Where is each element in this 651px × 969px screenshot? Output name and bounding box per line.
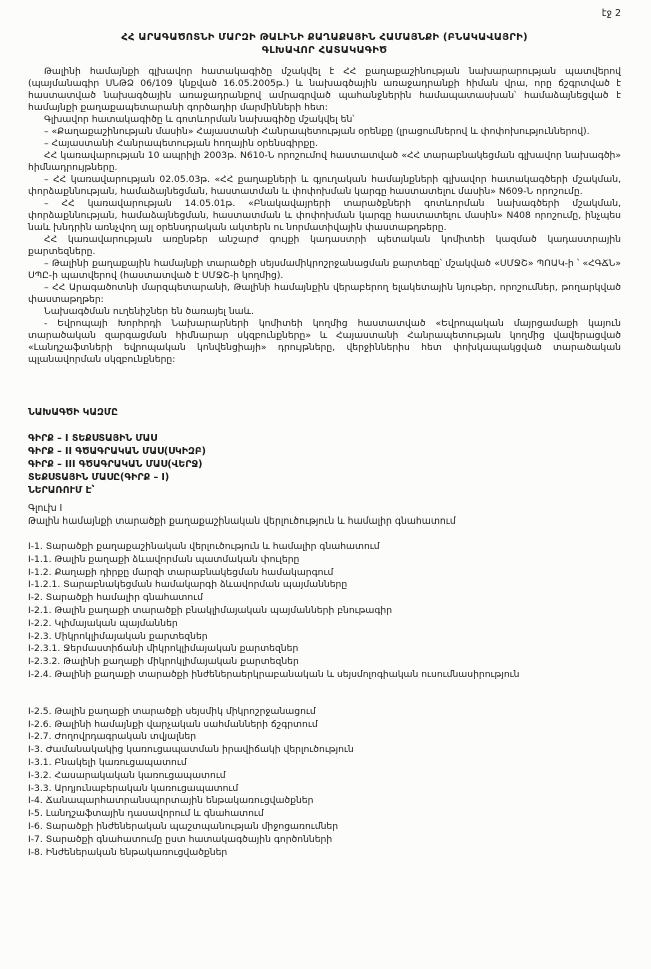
toc-item: I-6. Տարածքի ինժեներական պաշտպանության միջոցառումներ [28,820,339,832]
title-line-2: ԳԼԽԱՎՈՐ ՀԱՏԱԿԱԳԻԾ [261,45,388,56]
bullet-paragraph: – Հայաստանի Հանրապետության հողային օրենսգիրքը. [44,138,319,149]
toc-item: I-1.2.1. Տարաբնակեցման համակարգի ձևավորման պայմանները [28,579,348,591]
book-line-2: ԳԻՐՔ – II ԳԾԱԳՐԱԿԱՆ ՄԱՍ(ՍԿԻԶԲ) [28,446,206,457]
bullet-paragraph: – «Քաղաքաշինության մասին» Հայաստանի Հանրապետության օրենքը (լրացումներով և փոփոխություններով). [44,126,590,137]
toc-item: I-2.2. Կլիմայական պայմաններ [28,617,178,629]
includes-label: ՆԵՐԱՌՈՒՄ Է՝ [28,485,95,496]
toc-item: I-2.3.1. Ջերմաստիճանի միկրոկլիմայական քարտեզներ [28,643,299,655]
toc-item: I-7. Տարածքի գնահատումը ըստ հատակագծային գործոնների [28,833,333,845]
body-text [28,66,621,366]
toc-item: I-3.1. Բնակելի կառուցապատում [28,756,187,768]
bullet-paragraph: – ՀՀ կառավարության 14.05.01թ. «Բնակավայրերի տարածքների գոտևորման նախագծերի մշակման, փորձաքննության, համաձայնեցման, հաստատման և փոփոխման կարգը հաստատելու մասին» N408 որոշումը, ինչպես նաև խնդրին առնչվող այլ օրենսդրական ակտերն ու նորմատիվային փաստաթղթերը. [28,198,621,233]
toc-item: I-3.2. Հասարակական կառուցապատում [28,769,226,781]
toc-item: I-1.2. Քաղաքի դիրքը մարզի տարաբնակեցման համակարգում [28,566,334,578]
toc-item: I-2.3.2. Թալինի քաղաքի միկրոկլիմայական քարտեզներ [28,656,299,668]
toc-item: I-2.4. Թալինի քաղաքի տարածքի ինժեներաերկրաբանական և սեյսմոլոգիական ուսումնասիրություն [28,668,520,680]
chapter-title: Թալին համայնքի տարածքի քաղաքաշինական վերլուծություն և համալիր գնահատում [28,516,456,527]
document-title [28,31,621,57]
book-line-3: ԳԻՐՔ – III ԳԾԱԳՐԱԿԱՆ ՄԱՍ(ՎԵՐՋ) [28,459,203,470]
composition-heading: ՆԱԽԱԳԾԻ ԿԱԶՄԸ [28,407,118,418]
toc-item: I-2.7. Ժողովրդագրական տվյալներ [28,731,197,743]
toc-item: I-3.3. Արդյունաբերական կառուցապատում [28,782,239,794]
paragraph: ՀՀ կառավարության 10 ապրիլի 2003թ. N610-Ն որոշումով հաստատված «ՀՀ տարաբնակեցման գլխավոր նախագծի» հիմնադրույթները. [28,150,621,173]
toc-block-2 [28,706,621,860]
bullet-paragraph: – Թալինի քաղաքային համայնքի տարածքի սեյսմամիկրոշրջանացման քարտեզը՝ մշակված «ՍՄՋՇ» ՊՈԱԿ-ի ՝ «ՀԳՃՆ» ՍՊԸ-ի պատվերով (հաստատված է ՍՄՋՇ-ի կողմից). [28,258,621,281]
toc-item: I-2.3. Միկրոկլիմայական քարտեզներ [28,630,208,642]
toc-item: I-2.1. Թալին քաղաքի տարածքի բնակլիմայական պայմանների բնութագիր [28,604,393,616]
paragraph: Նախագծման ուղենիշներ են ծառայել նաև. [44,306,254,317]
toc-item: I-2.6. Թալինի համայնքի վարչական սահմանների ճշգրտում [28,718,318,730]
text-part-label: ՏԵՔՍՏԱՅԻՆ ՄԱՍԸ(ԳԻՐՔ – I) [28,472,170,483]
toc-item: I-2. Տարածքի համալիր գնահատում [28,592,203,604]
bullet-paragraph: – ՀՀ Արագածոտնի մարզպետարանի, Թալինի համայնքին վերաբերող ելակետային նյութեր, որոշումներ, թողարկված փաստաթղթեր: [28,282,621,305]
toc-item: I-1.1. Թալին քաղաքի ձևավորման պատմական փուլերը [28,553,300,565]
paragraph: Գլխավոր հատակագիծը և գոտևորման նախագիծը մշակվել են՝ [44,114,355,125]
paragraph: ՀՀ կառավարության առընթեր անշարժ գույքի կադաստրի պետական կոմիտեի կազմած կադաստրային քարտեզները. [28,234,621,257]
bullet-paragraph: – ՀՀ կառավարության 02.05.03թ. «ՀՀ քաղաքների և գյուղական համայնքների գլխավոր հատակագծերի մշակման, փորձաքննության, համաձայնեցման, հաստատման և փոփոխման կարգը հաստատելու մասին» N609-Ն որոշումը. [28,174,621,197]
chapter-label: Գլուխ I [28,503,63,514]
toc-item: I-5. Լանդշաֆտային դասավորում և գնահատում [28,808,264,820]
toc-item: I-8. Ինժեներական ենթակառուցվածքներ [28,846,228,858]
chapter-block [28,502,621,528]
project-composition-section [28,406,621,497]
paragraph: - Եվրոպայի Խորհրդի Նախարարների կոմիտեի կողմից հաստատված «Եվրոպական մայրցամաքի կայուն տարածական զարգացման հիմնարար սկզբունքները» և Հայաստանի Հանրապետության կողմից վավերացված «Լանդշաֆտների եվրոպական կոնվենցիայի» դրույթները, վերջիններիս հետ փոխկապակցված տարածական պլանավորման սկզբունքները: [28,318,621,365]
book-line-1: ԳԻՐՔ – I ՏԵՔՍՏԱՅԻՆ ՄԱՍ [28,433,158,444]
toc-item: I-4. Ճանապարհատրանսպորտային ենթակառուցվածքներ [28,795,314,807]
toc-item: I-3. Ժամանակակից կառուցապատման իրավիճակի վերլուծություն [28,744,354,756]
page-number: էջ 2 [601,8,621,19]
paragraph: Թալինի համայնքի գլխավոր հատակագիծը մշակվել է ՀՀ քաղաքաշինության նախարարության պատվերով (պայմանագիր ՍՆԹՁ 06/109 կնքված 16.05.2005թ.) և նախագծային առաջադրանքի հիման վրա, որը ճշգրտված է հաստատված նախագծային առաջադրանքով ամրագրված պահանջներին համապատասխան՝ համաձայնեցված է համայնքի քաղաքապետարանի գործադիր մարմինների հետ: [28,66,621,113]
toc-item: I-1. Տարածքի քաղաքաշինական վերլուծություն և համալիր գնահատում [28,541,380,552]
toc-block-1 [28,541,621,682]
toc-item: I-2.5. Թալին քաղաքի տարածքի սեյսմիկ միկրոշրջանացում [28,705,316,717]
title-line-1: ՀՀ ԱՐԱԳԱԾՈՏՆԻ ՄԱՐԶԻ ԹԱԼԻՆԻ ՔԱՂԱՔԱՅԻՆ ՀԱՄԱՅՆՔԻ (ԲՆԱԿԱՎԱՅՐԻ) [121,32,528,43]
